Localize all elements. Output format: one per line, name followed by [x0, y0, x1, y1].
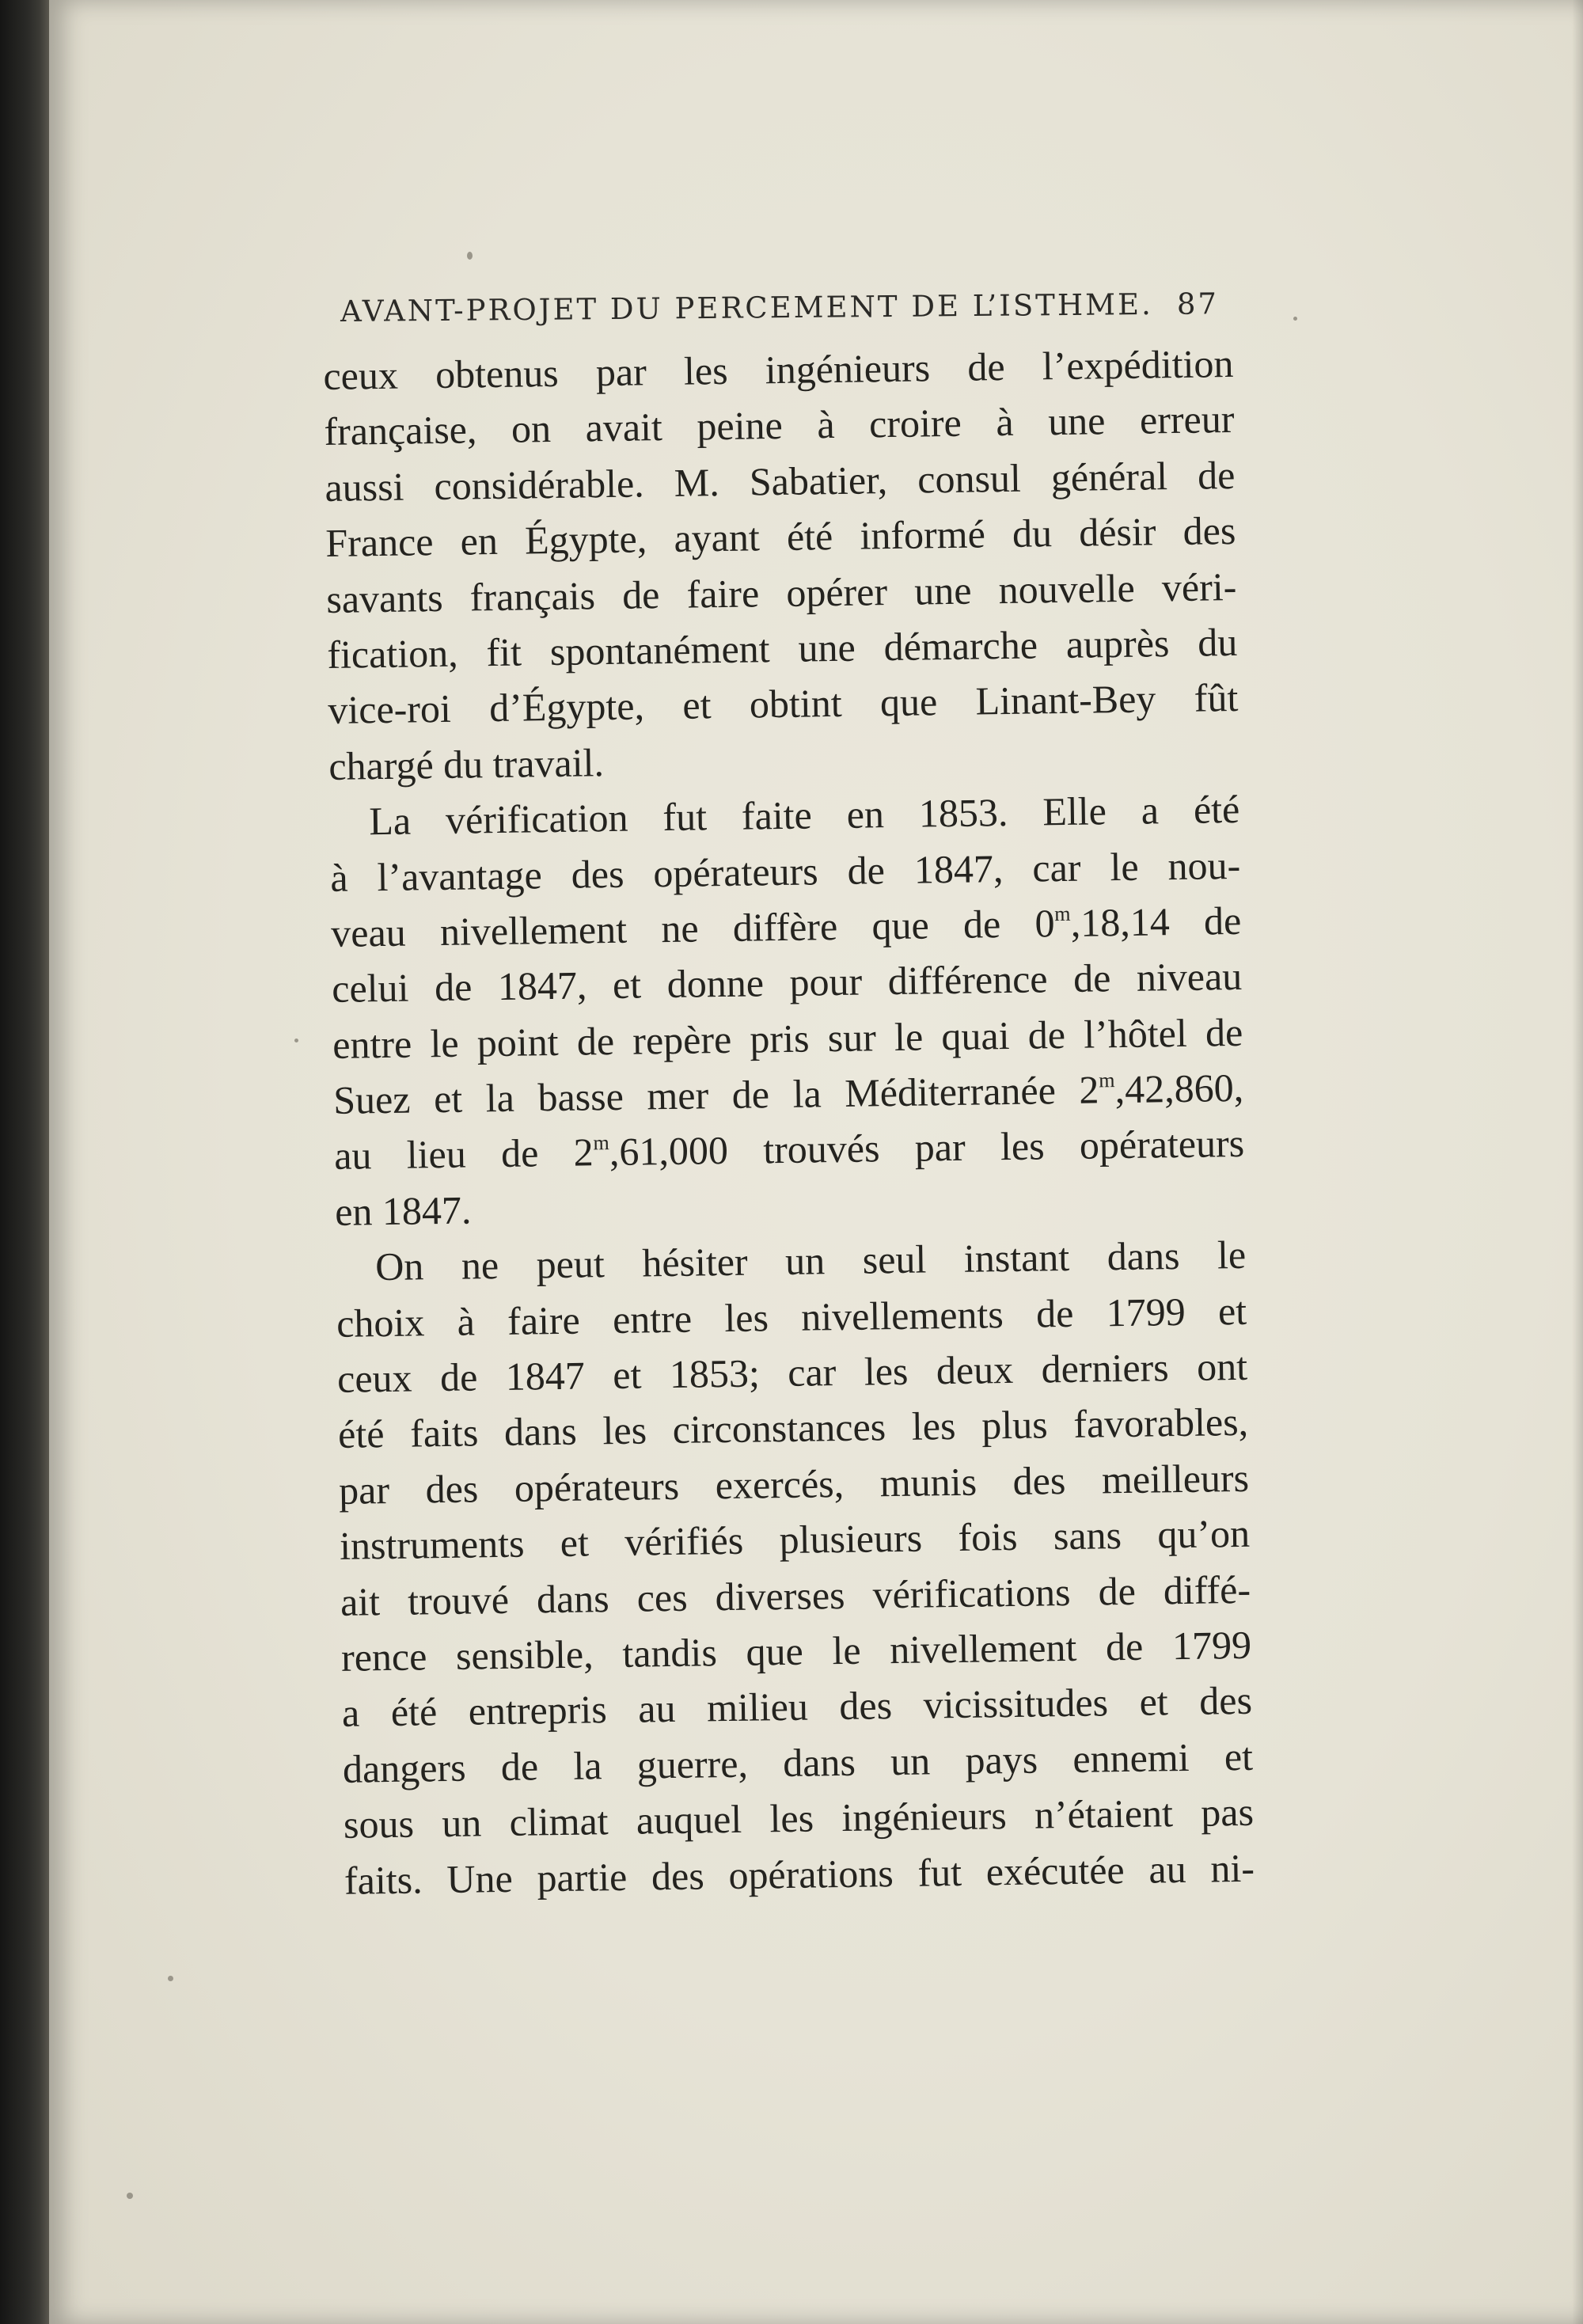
text-line: On ne peut hésiter un seul instant dans le [374, 1232, 1247, 1289]
page-edge-shadow [1572, 0, 1583, 2324]
text-line: faits. Une partie des opérations fut exécutée au ni- [344, 1845, 1255, 1903]
text-fragment: veau nivellement ne diffère que de 0 [330, 901, 1055, 955]
text-fragment: ,61,000 trouvés par les opérateurs [609, 1121, 1245, 1175]
text-line: à l’avantage des opérateurs de 1847, car le nou- [329, 842, 1241, 900]
book-spine-shadow [0, 0, 49, 2324]
text-line: ceux obtenus par les ingénieurs de l’expédition [323, 340, 1234, 398]
text-line: fication, fit spontanément une démarche auprès du [327, 619, 1238, 677]
paper-speck [467, 252, 473, 260]
text-line: savants français de faire opérer une nouvelle véri- [326, 564, 1237, 621]
unit-superscript: m [1099, 1069, 1115, 1092]
text-fragment: Suez et la basse mer de la Méditerranée 2 [332, 1067, 1099, 1122]
text-line: française, on avait peine à croire à une erreur [324, 397, 1235, 454]
text-fragment: au lieu de 2 [333, 1130, 594, 1179]
text-line: en 1847. [334, 1187, 472, 1234]
text-line: entre le point de repère pris sur le quai de l’hôtel de [332, 1009, 1243, 1067]
text-line: choix à faire entre les nivellements de 1799 et [336, 1288, 1247, 1346]
text-line: celui de 1847, et donne pour différence de niveau [331, 954, 1243, 1012]
text-line: La vérification fut faite en 1853. Elle a été [368, 787, 1240, 844]
text-line: France en Égypte, ayant été informé du désir des [325, 508, 1236, 566]
paper-speck [294, 1039, 298, 1042]
unit-superscript: m [593, 1131, 609, 1155]
text-line: a été entrepris au milieu des vicissitudes et des [341, 1678, 1253, 1736]
text-fragment: ,42,860, [1114, 1065, 1244, 1112]
paper-speck [127, 2193, 133, 2199]
text-line: vice-roi d’Égypte, et obtint que Linant-Bey fût [327, 675, 1239, 733]
text-fragment: ,18,14 de [1070, 898, 1242, 945]
text-line: été faits dans les circonstances les plus favorables, [337, 1399, 1249, 1457]
paper-speck [1293, 317, 1297, 321]
body-text [323, 336, 1255, 1908]
text-line: chargé du travail. [328, 739, 605, 788]
unit-superscript: m [1054, 902, 1071, 926]
text-line: dangers de la guerre, dans un pays ennemi et [342, 1734, 1254, 1791]
text-line: par des opérateurs exercés, munis des meilleurs [338, 1455, 1250, 1513]
running-title: AVANT-PROJET DU PERCEMENT DE L’ISTHME. [340, 287, 1153, 328]
text-line: instruments et vérifiés plusieurs fois sans qu’on [339, 1511, 1251, 1569]
text-line: ceux de 1847 et 1853; car les deux derniers ont [336, 1343, 1248, 1401]
text-line: sous un climat auquel les ingénieurs n’étaient pas [343, 1789, 1255, 1847]
page-number: 87 [1176, 287, 1220, 321]
text-line: rence sensible, tandis que le nivellement de 1799 [340, 1622, 1252, 1680]
text-line: aussi considérable. M. Sabatier, consul général de [325, 452, 1236, 510]
text-line: ait trouvé dans ces diverses vérifications de diffé- [340, 1566, 1251, 1624]
paper-speck [168, 1976, 173, 1981]
